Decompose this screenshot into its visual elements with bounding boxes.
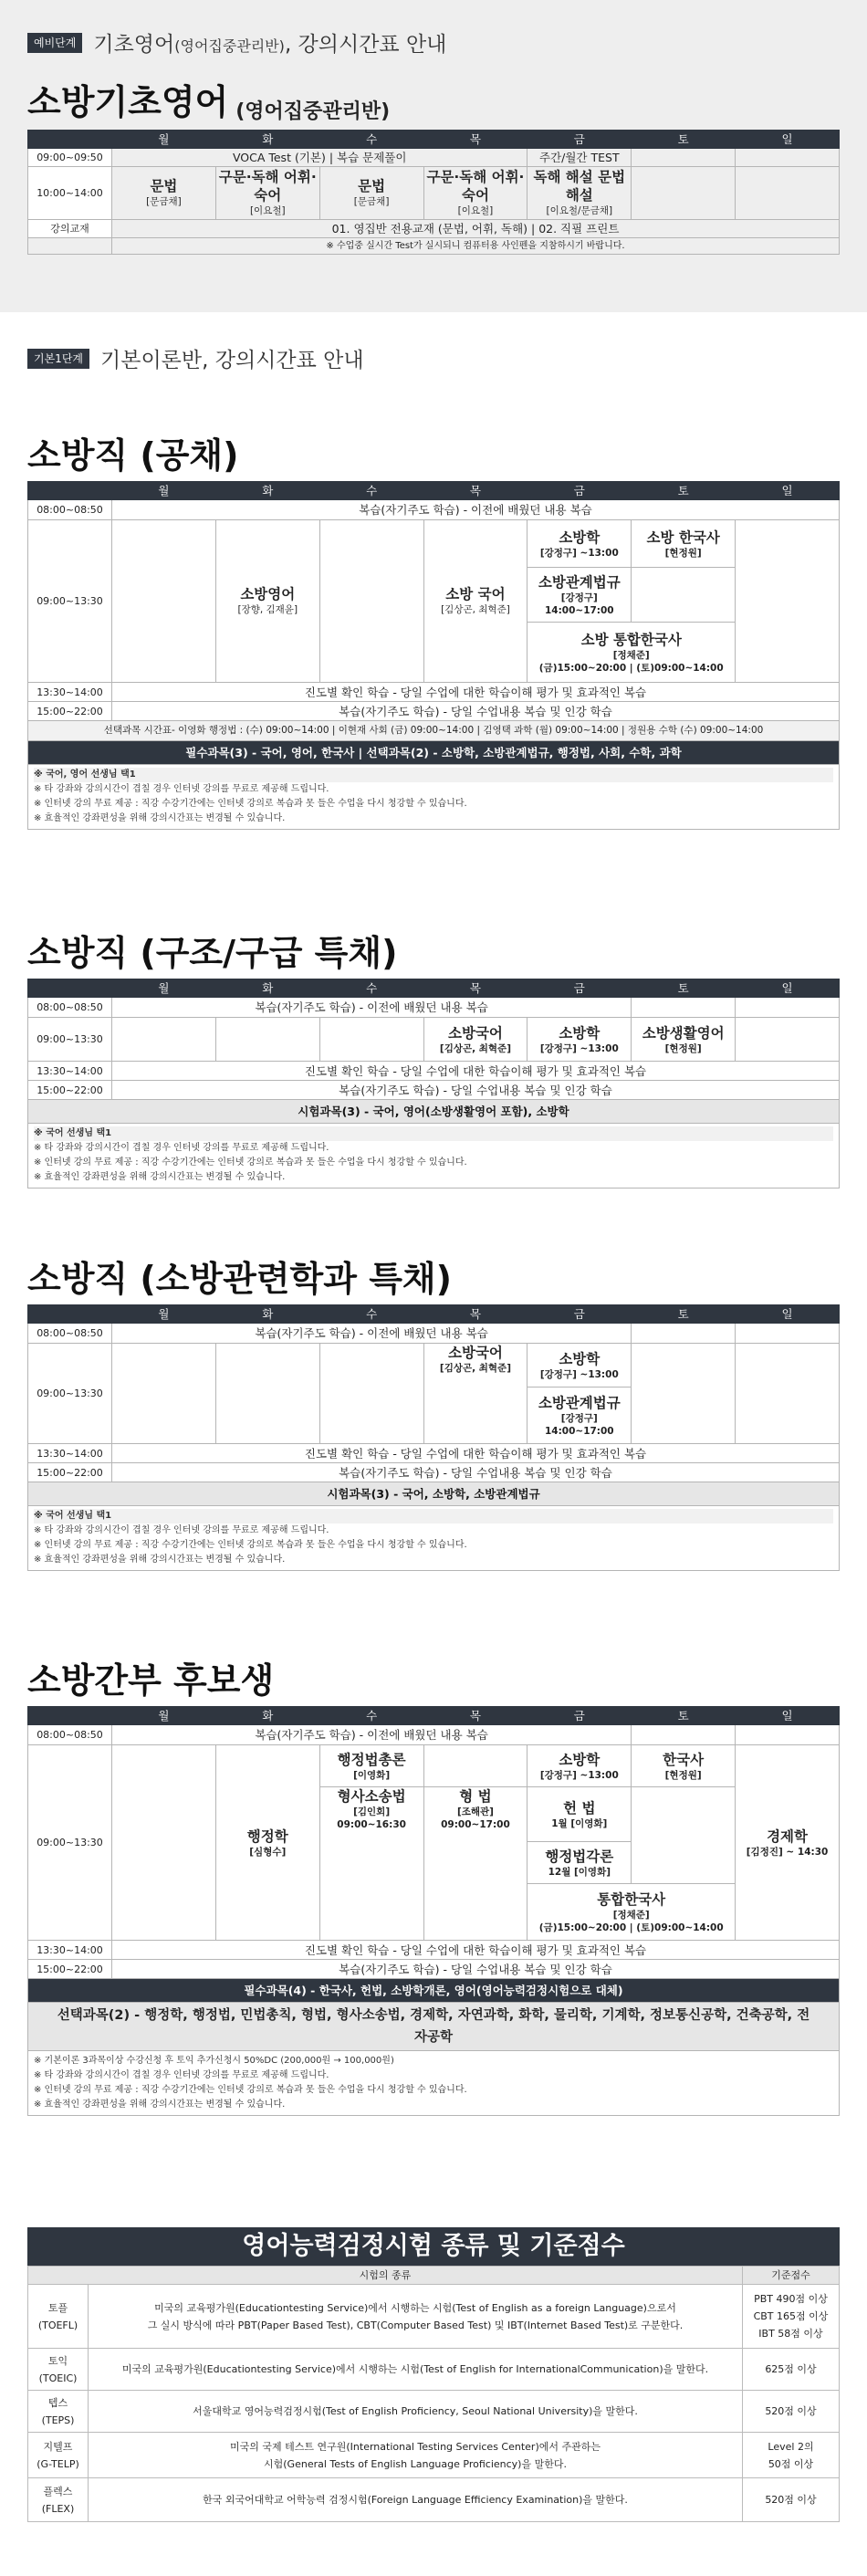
- time-cell: 13:30~14:00: [28, 1941, 112, 1960]
- section-title: 소방직 (구조/구급 특채): [27, 933, 398, 973]
- class-cell: [423, 1018, 528, 1062]
- section-title: 소방간부 후보생: [27, 1660, 275, 1701]
- class-name: 한국사: [663, 1751, 705, 1768]
- table-row: [28, 741, 840, 765]
- teacher: [강정구] ~13:00: [539, 1769, 619, 1781]
- class-cell: [319, 167, 423, 220]
- note-line: ※ 인터넷 강의 무료 제공 : 직강 수강기간에는 인터넷 강의로 복습과 못 들은 수업을 다시 청강할 수 있습니다.: [34, 799, 467, 809]
- class-cell: [632, 1018, 736, 1062]
- pre-note: ※ 수업중 실시간 Test가 실시되니 컴퓨터용 사인펜을 지참하시기 바랍니다.: [112, 238, 840, 255]
- teacher: [이요철/문금채]: [546, 205, 613, 216]
- teacher: [강정구] ~13:00: [539, 1042, 619, 1054]
- subjects-bar: 시험과목(3) - 국어, 영어(소방생활영어 포함), 소방학: [28, 1100, 840, 1124]
- class-cell: [528, 1745, 632, 1787]
- day-sat: 토: [632, 131, 736, 149]
- day-fri: 금: [528, 131, 632, 149]
- table-row: [28, 1979, 840, 2003]
- day-wed: 수: [319, 1707, 423, 1725]
- note-line: ※ 국어, 영어 선생님 택1: [34, 768, 833, 782]
- teacher: [김상곤, 최혁준]: [441, 604, 510, 615]
- teacher: [이영화]: [353, 1769, 391, 1781]
- table-row: [28, 167, 840, 220]
- day-mon: 월: [112, 1707, 216, 1725]
- day-mon: 월: [112, 482, 216, 500]
- class-cell: [423, 1787, 528, 1941]
- gong-section: [27, 427, 840, 830]
- table-row: [28, 1018, 840, 1062]
- day-tue: 화: [215, 1305, 319, 1324]
- table-row: [28, 2478, 840, 2522]
- class-name: 소방국어: [448, 1345, 503, 1361]
- subjects-bar: 필수과목(3) - 국어, 영어, 한국사 | 선택과목(2) - 소방학, 소방관계법규, 행정법, 사회, 수학, 과학: [28, 741, 840, 765]
- subjects-bar: 시험과목(3) - 국어, 소방학, 소방관계법규: [28, 1482, 840, 1506]
- note-line: ※ 타 강좌와 강의시간이 겹칠 경우 인터넷 강의를 무료로 제공해 드립니다.: [34, 1143, 329, 1153]
- exam-desc: 미국의 교육평가원(Educationtesting Service)에서 시행하는 시험(Test of English for InternationalCommunication)을 말한다.: [89, 2349, 743, 2391]
- elective-cell: 선택과목 시간표- 이영화 행정법 : (수) 09:00~14:00 | 이현재 사회 (금) 09:00~14:00 | 김영택 과학 (월) 09:00~14:00 | 정원용 수학 (수) 09:00~14:00: [28, 721, 840, 741]
- table-row: [28, 1960, 840, 1979]
- class-name: 행정학: [246, 1827, 288, 1845]
- note-line: ※ 국어 선생님 택1: [34, 1509, 833, 1524]
- table-row: [28, 520, 840, 568]
- class-cell: [736, 1745, 840, 1941]
- notes-box: [27, 2051, 840, 2116]
- pre-heading: [93, 27, 446, 58]
- time-cell: 13:30~14:00: [28, 1444, 112, 1463]
- table-row: [28, 1324, 840, 1344]
- heading-main: 기초영어: [93, 33, 175, 57]
- note-line: ※ 기본이론 3과목이상 수강신청 후 토익 추가신청시 50%DC (200,000원 → 100,000원): [34, 2056, 394, 2066]
- time-cell: 15:00~22:00: [28, 702, 112, 721]
- col-score: 기준점수: [743, 2267, 840, 2285]
- review-cell: 복습(자기주도 학습) - 당일 수업내용 복습 및 인강 학습: [112, 1463, 840, 1482]
- teacher: 12월 [이영화]: [548, 1866, 611, 1878]
- time-cell: 08:00~08:50: [28, 1725, 112, 1745]
- class-cell: [528, 1787, 632, 1842]
- teacher: [문금채]: [353, 196, 390, 207]
- teacher: [현정원]: [664, 547, 702, 559]
- day-sun: 일: [736, 131, 840, 149]
- time-cell: 15:00~22:00: [28, 1463, 112, 1482]
- pre-schedule-table: [27, 130, 840, 255]
- elective-subjects: 선택과목(2) - 행정학, 행정법, 민법총칙, 형법, 형사소송법, 경제학, 자연과학, 화학, 물리학, 기계학, 정보통신공학, 건축공학, 전자공학: [28, 2003, 840, 2051]
- eval-cell: 진도별 확인 학습 - 당일 수업에 대한 학습이해 평가 및 효과적인 복습: [112, 1444, 840, 1463]
- teacher: [강정구]: [560, 1412, 598, 1424]
- exam-score: 520점 이상: [743, 2391, 840, 2433]
- class-cell: [528, 1387, 632, 1444]
- exam-name: 텝스 (TEPS): [28, 2391, 89, 2433]
- teacher: [이요철]: [457, 205, 494, 216]
- class-cell: [112, 167, 216, 220]
- teacher: [김상곤, 최혁준]: [439, 1042, 511, 1054]
- day-thu: 목: [423, 482, 528, 500]
- time-cell: 15:00~22:00: [28, 1081, 112, 1100]
- class-cell: [528, 1018, 632, 1062]
- class-cell: [215, 520, 319, 683]
- exam-score: Level 2의 50점 이상: [743, 2433, 840, 2478]
- notes-box: [27, 1506, 840, 1571]
- section-title: 소방직 (공채): [27, 435, 239, 476]
- table-row: [28, 149, 840, 167]
- time-cell: 15:00~22:00: [28, 1960, 112, 1979]
- class-name: 행정법각론: [545, 1848, 614, 1865]
- class-name: 소방 국어: [445, 586, 506, 602]
- teacher: [정채준]: [612, 649, 650, 661]
- review-cell: 복습(자기주도 학습) - 당일 수업내용 복습 및 인강 학습: [112, 702, 840, 721]
- class-name: 형사소송법: [337, 1788, 406, 1805]
- exam-desc: 한국 외국어대학교 어학능력 검정시험(Foreign Language Efficiency Examination)을 말한다.: [89, 2478, 743, 2522]
- day-wed: 수: [319, 131, 423, 149]
- day-header-row: [28, 482, 840, 500]
- day-wed: 수: [319, 1305, 423, 1324]
- teacher: [김정진] ~ 14:30: [746, 1846, 829, 1858]
- class-cell: [528, 520, 632, 568]
- pre-section: [27, 27, 840, 255]
- day-thu: 목: [423, 979, 528, 998]
- note-line: ※ 효율적인 강좌편성을 위해 강의시간표는 변경될 수 있습니다.: [34, 2100, 286, 2110]
- gujo-schedule-table: [27, 979, 840, 1124]
- class-time: 09:00~16:30: [337, 1819, 406, 1830]
- table-row: [28, 2003, 840, 2051]
- table-row: [28, 238, 840, 255]
- teacher: [현정원]: [664, 1042, 702, 1054]
- teacher: [현정원]: [664, 1769, 702, 1781]
- day-sun: 일: [736, 1305, 840, 1324]
- exam-score: 625점 이상: [743, 2349, 840, 2391]
- class-name: 경제학: [767, 1827, 808, 1845]
- exam-name: 토플 (TOEFL): [28, 2285, 89, 2349]
- day-mon: 월: [112, 979, 216, 998]
- class-name: 행정법총론: [337, 1751, 406, 1768]
- page-title: 소방기초영어: [27, 82, 229, 122]
- class-cell: [528, 167, 632, 220]
- class-time: (금)15:00~20:00 | (토)09:00~14:00: [538, 1922, 724, 1933]
- time-cell: 13:30~14:00: [28, 1062, 112, 1081]
- teacher: [강정구] ~13:00: [539, 547, 619, 559]
- class-cell: [423, 520, 528, 683]
- class-name: 소방학: [559, 1350, 601, 1367]
- day-sat: 토: [632, 1707, 736, 1725]
- day-thu: 목: [423, 1305, 528, 1324]
- exam-section: [27, 2227, 840, 2522]
- day-sat: 토: [632, 1305, 736, 1324]
- teacher: 1월 [이영화]: [551, 1817, 608, 1829]
- class-name: 통합한국사: [597, 1890, 666, 1908]
- textbook-cell: 01. 영집반 전용교재 (문법, 어휘, 독해) | 02. 직필 프린트: [112, 220, 840, 238]
- teacher: [김상곤, 최혁준]: [439, 1363, 511, 1374]
- class-cell: [528, 1842, 632, 1884]
- class-cell: [528, 1884, 736, 1941]
- heading-sub: (영어집중관리반): [174, 37, 285, 55]
- table-row: [28, 1941, 840, 1960]
- day-thu: 목: [423, 1707, 528, 1725]
- exam-name: 토익 (TOEIC): [28, 2349, 89, 2391]
- class-name: 소방 통합한국사: [580, 631, 682, 648]
- day-tue: 화: [215, 482, 319, 500]
- class-cell: [528, 568, 632, 623]
- voca-test-cell: VOCA Test (기본) | 복습 문제풀이: [112, 149, 528, 167]
- class-name: 소방관계법규: [538, 1394, 621, 1411]
- review-cell: 복습(자기주도 학습) - 이전에 배웠던 내용 복습: [112, 500, 840, 520]
- teacher: [심형수]: [249, 1846, 287, 1858]
- note-line: ※ 타 강좌와 강의시간이 겹칠 경우 인터넷 강의를 무료로 제공해 드립니다.: [34, 784, 329, 794]
- exam-desc: 서울대학교 영어능력검정시험(Test of English Proficiency, Seoul National University)을 말한다.: [89, 2391, 743, 2433]
- day-sat: 토: [632, 482, 736, 500]
- class-cell: [215, 167, 319, 220]
- exam-header-row: [28, 2267, 840, 2285]
- time-cell: 08:00~08:50: [28, 998, 112, 1018]
- class-name: 문법: [358, 178, 386, 194]
- day-mon: 월: [112, 131, 216, 149]
- table-row: [28, 2285, 840, 2349]
- notes-box: [27, 765, 840, 830]
- teacher: [김인회]: [353, 1806, 391, 1817]
- time-cell: 08:00~08:50: [28, 1324, 112, 1344]
- table-row: [28, 1062, 840, 1081]
- exam-title: 영어능력검정시험 종류 및 기준점수: [27, 2227, 840, 2266]
- class-name: 소방학: [559, 1024, 601, 1042]
- class-cell: [423, 1344, 528, 1444]
- weekly-test-cell: 주간/월간 TEST: [528, 149, 632, 167]
- day-wed: 수: [319, 482, 423, 500]
- review-cell: 복습(자기주도 학습) - 이전에 배웠던 내용 복습: [112, 998, 632, 1018]
- exam-table: [27, 2266, 840, 2522]
- pre-title-row: [27, 74, 840, 124]
- class-name: 소방관계법규: [538, 573, 621, 591]
- day-thu: 목: [423, 131, 528, 149]
- teacher: [장향, 김재윤]: [237, 604, 298, 615]
- day-sat: 토: [632, 979, 736, 998]
- textbook-label: 강의교재: [28, 220, 112, 238]
- eval-cell: 진도별 확인 학습 - 당일 수업에 대한 학습이해 평가 및 효과적인 복습: [112, 683, 840, 702]
- time-cell: 09:00~13:30: [28, 1745, 112, 1941]
- table-row: [28, 1344, 840, 1387]
- table-row: [28, 2433, 840, 2478]
- exam-score: 520점 이상: [743, 2478, 840, 2522]
- review-cell: 복습(자기주도 학습) - 이전에 배웠던 내용 복습: [112, 1324, 632, 1344]
- time-cell: 09:00~09:50: [28, 149, 112, 167]
- note-line: ※ 효율적인 강좌편성을 위해 강의시간표는 변경될 수 있습니다.: [34, 1555, 286, 1565]
- class-name: 소방학: [559, 1751, 601, 1768]
- stage-badge: 기본1단계: [27, 349, 89, 369]
- table-row: [28, 220, 840, 238]
- eval-cell: 진도별 확인 학습 - 당일 수업에 대한 학습이해 평가 및 효과적인 복습: [112, 1941, 840, 1960]
- class-name: 형 법: [459, 1788, 492, 1805]
- day-tue: 화: [215, 979, 319, 998]
- table-row: [28, 2349, 840, 2391]
- class-name: 소방 한국사: [646, 529, 720, 546]
- note-line: ※ 타 강좌와 강의시간이 겹칠 경우 인터넷 강의를 무료로 제공해 드립니다.: [34, 2070, 329, 2080]
- time-cell: 08:00~08:50: [28, 500, 112, 520]
- time-cell: 09:00~13:30: [28, 520, 112, 683]
- table-row: [28, 1725, 840, 1745]
- class-name: 소방영어: [240, 586, 296, 602]
- review-cell: 복습(자기주도 학습) - 이전에 배웠던 내용 복습: [112, 1725, 632, 1745]
- day-mon: 월: [112, 1305, 216, 1324]
- teacher: [이요철]: [249, 205, 286, 216]
- class-cell: [215, 1745, 319, 1941]
- day-fri: 금: [528, 482, 632, 500]
- day-fri: 금: [528, 1707, 632, 1725]
- note-line: ※ 인터넷 강의 무료 제공 : 직강 수강기간에는 인터넷 강의로 복습과 못 들은 수업을 다시 청강할 수 있습니다.: [34, 1540, 467, 1550]
- day-wed: 수: [319, 979, 423, 998]
- table-row: [28, 721, 840, 741]
- day-header-row: [28, 131, 840, 149]
- teacher: [강정구]: [560, 592, 598, 603]
- gan-section: [27, 1652, 840, 2116]
- review-cell: 복습(자기주도 학습) - 당일 수업내용 복습 및 인강 학습: [112, 1960, 840, 1979]
- note-line: ※ 국어 선생님 택1: [34, 1126, 833, 1141]
- exam-desc: 미국의 교육평가원(Educationtesting Service)에서 시행하는 시험(Test of English as a foreign Language)으로서 그 실시 방식에 따라 PBT(Paper Based Test), CBT(Computer Based Test) 및 IBT(Internet Based Test)로 구분한다.: [89, 2285, 743, 2349]
- teacher: [조해관]: [456, 1806, 494, 1817]
- note-line: ※ 타 강좌와 강의시간이 겹칠 경우 인터넷 강의를 무료로 제공해 드립니다.: [34, 1525, 329, 1535]
- note-line: ※ 효율적인 강좌편성을 위해 강의시간표는 변경될 수 있습니다.: [34, 1172, 286, 1182]
- table-row: [28, 1100, 840, 1124]
- gwan-schedule-table: [27, 1304, 840, 1506]
- class-name: 헌 법: [563, 1799, 596, 1817]
- eval-cell: 진도별 확인 학습 - 당일 수업에 대한 학습이해 평가 및 효과적인 복습: [112, 1062, 840, 1081]
- day-header-row: [28, 1707, 840, 1725]
- page-subtitle: (영어집중관리반): [235, 100, 391, 123]
- day-sun: 일: [736, 482, 840, 500]
- gujo-section: [27, 925, 840, 1189]
- exam-name: 지텔프 (G-TELP): [28, 2433, 89, 2478]
- table-row: [28, 1482, 840, 1506]
- table-row: [28, 998, 840, 1018]
- class-cell: [319, 1787, 423, 1941]
- class-time: (금)15:00~20:00 | (토)09:00~14:00: [538, 662, 724, 674]
- basic-heading: 기본이론반, 강의시간표 안내: [100, 349, 364, 372]
- class-name: 소방생활영어: [642, 1024, 725, 1042]
- time-cell: 10:00~14:00: [28, 167, 112, 220]
- table-row: [28, 702, 840, 721]
- gan-schedule-table: [27, 1706, 840, 2051]
- day-fri: 금: [528, 979, 632, 998]
- time-cell: 09:00~13:30: [28, 1018, 112, 1062]
- day-fri: 금: [528, 1305, 632, 1324]
- note-line: ※ 효율적인 강좌편성을 위해 강의시간표는 변경될 수 있습니다.: [34, 813, 286, 823]
- exam-desc: 미국의 국제 테스트 연구원(International Testing Services Center)에서 주관하는 시험(General Tests of English Language Proficiency)을 말한다.: [89, 2433, 743, 2478]
- class-cell: [319, 1745, 423, 1787]
- notes-box: [27, 1124, 840, 1189]
- note-line: ※ 인터넷 강의 무료 제공 : 직강 수강기간에는 인터넷 강의로 복습과 못 들은 수업을 다시 청강할 수 있습니다.: [34, 2085, 467, 2095]
- teacher: [강정구] ~13:00: [539, 1368, 619, 1380]
- class-cell: [632, 1745, 736, 1787]
- pre-header: [27, 27, 840, 58]
- table-row: [28, 1081, 840, 1100]
- table-row: [28, 1745, 840, 1787]
- review-cell: 복습(자기주도 학습) - 당일 수업내용 복습 및 인강 학습: [112, 1081, 840, 1100]
- table-row: [28, 1444, 840, 1463]
- time-cell: 13:30~14:00: [28, 683, 112, 702]
- class-name: 소방국어: [448, 1024, 503, 1042]
- exam-name: 플렉스 (FLEX): [28, 2478, 89, 2522]
- stage-badge: 예비단계: [27, 33, 82, 53]
- exam-score: PBT 490점 이상 CBT 165점 이상 IBT 58점 이상: [743, 2285, 840, 2349]
- class-name: 문법: [150, 178, 178, 194]
- day-header-row: [28, 1305, 840, 1324]
- day-sun: 일: [736, 1707, 840, 1725]
- class-cell: [528, 1344, 632, 1387]
- class-cell: [632, 520, 736, 568]
- day-tue: 화: [215, 1707, 319, 1725]
- class-cell: [528, 623, 736, 683]
- teacher: [정채준]: [612, 1909, 650, 1921]
- class-cell: [423, 167, 528, 220]
- time-cell: 09:00~13:30: [28, 1344, 112, 1444]
- col-kind: 시험의 종류: [28, 2267, 743, 2285]
- table-row: [28, 500, 840, 520]
- day-header-row: [28, 979, 840, 998]
- note-line: ※ 인터넷 강의 무료 제공 : 직강 수강기간에는 인터넷 강의로 복습과 못 들은 수업을 다시 청강할 수 있습니다.: [34, 1157, 467, 1168]
- class-name: 구문·독해 어휘·숙어: [218, 169, 317, 204]
- heading-tail: , 강의시간표 안내: [284, 33, 447, 57]
- table-row: [28, 683, 840, 702]
- table-row: [28, 2391, 840, 2433]
- subjects-bar: 필수과목(4) - 한국사, 헌법, 소방학개론, 영어(영어능력검정시험으로 대체): [28, 1979, 840, 2003]
- gong-schedule-table: [27, 481, 840, 765]
- class-name: 소방학: [559, 529, 601, 546]
- day-sun: 일: [736, 979, 840, 998]
- day-tue: 화: [215, 131, 319, 149]
- class-time: 14:00~17:00: [544, 1425, 614, 1437]
- class-time: 14:00~17:00: [544, 604, 614, 616]
- section-title: 소방직 (소방관련학과 특채): [27, 1259, 452, 1299]
- class-name: 구문·독해 어휘·숙어: [426, 169, 525, 204]
- basic-header: [27, 343, 840, 373]
- teacher: [문금채]: [146, 196, 182, 207]
- class-time: 09:00~17:00: [441, 1819, 510, 1830]
- gwan-section: [27, 1251, 840, 1571]
- table-row: [28, 1463, 840, 1482]
- class-name: 독해 해설 문법 해설: [533, 169, 626, 204]
